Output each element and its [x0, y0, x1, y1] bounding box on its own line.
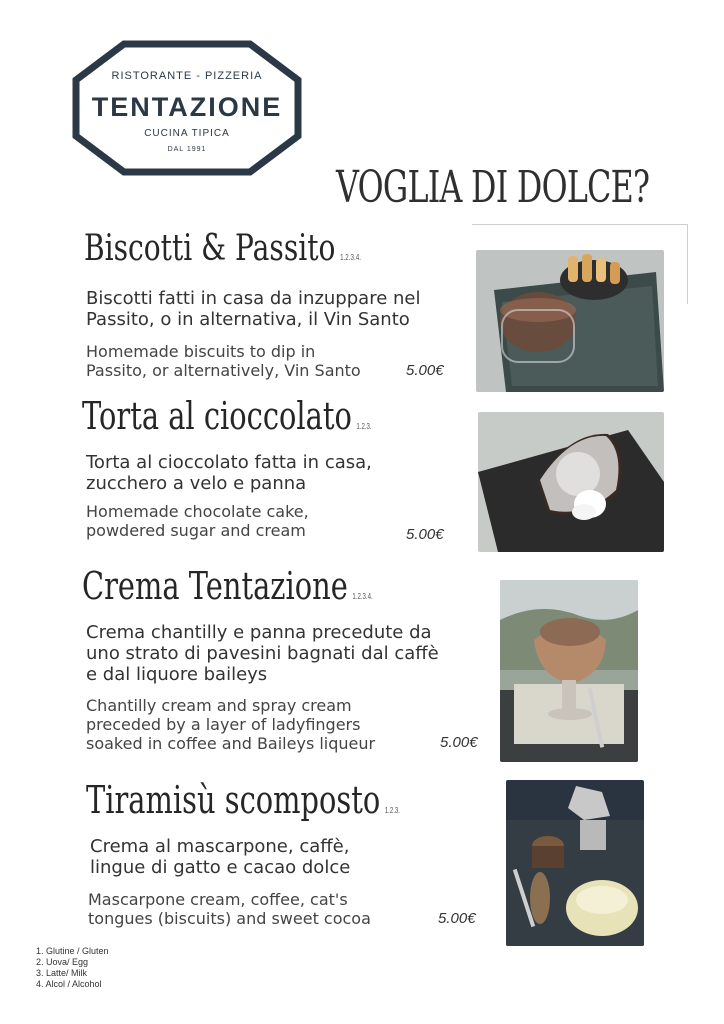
menu-item — [86, 778, 499, 822]
dish-allergens: 1.2.3. — [356, 422, 372, 431]
text-line: lingue di gatto e cacao dolce — [90, 857, 351, 878]
logo-subtitle: CUCINA TIPICA — [144, 128, 230, 139]
dish-allergens: 1.2.3. — [384, 806, 400, 815]
dish-description-italian — [86, 622, 439, 685]
dish-price: 5.00€ — [406, 526, 444, 543]
logo-since: DAL 1991 — [167, 146, 207, 153]
divider-line — [687, 224, 688, 304]
dish-title-text: Crema Tentazione — [82, 564, 348, 608]
page-title: VOGLIA DI DOLCE? — [336, 162, 650, 213]
dish-title — [82, 564, 373, 608]
dish-price: 5.00€ — [440, 734, 478, 751]
dish-title — [86, 778, 400, 822]
text-line: uno strato di pavesini bagnati dal caffè — [86, 643, 439, 664]
logo-top-text: RISTORANTE - PIZZERIA — [111, 70, 263, 82]
dish-description-english — [86, 696, 375, 753]
biscotti-passito-photo — [476, 250, 664, 392]
text-line: tongues (biscuits) and sweet cocoa — [88, 909, 371, 928]
text-line: powdered sugar and cream — [86, 521, 306, 540]
text-line: Homemade chocolate cake, — [86, 502, 309, 521]
text-line: zucchero a velo e panna — [86, 473, 307, 494]
dish-description-italian — [86, 288, 420, 330]
divider-line — [472, 224, 688, 225]
text-line: soaked in coffee and Baileys liqueur — [86, 734, 376, 753]
dish-allergens: 1.2.3.4. — [352, 592, 373, 601]
tiramisu-photo — [506, 780, 644, 946]
text-line: Passito, o in alternativa, il Vin Santo — [86, 309, 410, 330]
text-line: preceded by a layer of ladyfingers — [86, 715, 361, 734]
legend-item: 2. Uova/ Egg — [36, 957, 89, 967]
dish-description-english — [86, 502, 309, 540]
text-line: Crema al mascarpone, caffè, — [90, 836, 350, 857]
text-line: Chantilly cream and spray cream — [86, 696, 352, 715]
dish-description-italian — [86, 452, 372, 494]
crema-tentazione-photo — [500, 580, 638, 762]
dish-description-italian — [90, 836, 350, 878]
text-line: Mascarpone cream, coffee, cat's — [88, 890, 348, 909]
dish-title-text: Biscotti & Passito — [84, 228, 336, 269]
text-line: e dal liquore baileys — [86, 664, 268, 685]
legend-item: 3. Latte/ Milk — [36, 968, 88, 978]
text-line: Crema chantilly e panna precedute da — [86, 622, 432, 643]
dish-title — [82, 394, 372, 438]
dish-title-text: Tiramisù scomposto — [86, 778, 381, 822]
dish-title — [84, 228, 361, 269]
allergen-legend — [36, 946, 109, 990]
dish-price: 5.00€ — [406, 362, 444, 379]
menu-item — [82, 564, 464, 608]
legend-item: 1. Glutine / Gluten — [36, 946, 109, 956]
dish-allergens: 1.2.3.4. — [340, 253, 361, 262]
chocolate-cake-photo — [478, 412, 664, 552]
dish-description-english — [86, 342, 361, 380]
text-line: Biscotti fatti in casa da inzuppare nel — [86, 288, 421, 309]
text-line: Passito, or alternatively, Vin Santo — [86, 361, 361, 380]
text-line: Homemade biscuits to dip in — [86, 342, 316, 361]
dish-description-english — [88, 890, 371, 928]
dish-title-text: Torta al cioccolato — [82, 394, 352, 438]
restaurant-logo — [62, 40, 312, 176]
logo-name: TENTAZIONE — [91, 92, 283, 122]
dish-price: 5.00€ — [438, 910, 476, 927]
menu-item — [82, 394, 463, 438]
text-line: Torta al cioccolato fatta in casa, — [86, 452, 372, 473]
menu-item — [84, 228, 439, 269]
legend-item: 4. Alcol / Alcohol — [36, 979, 102, 989]
